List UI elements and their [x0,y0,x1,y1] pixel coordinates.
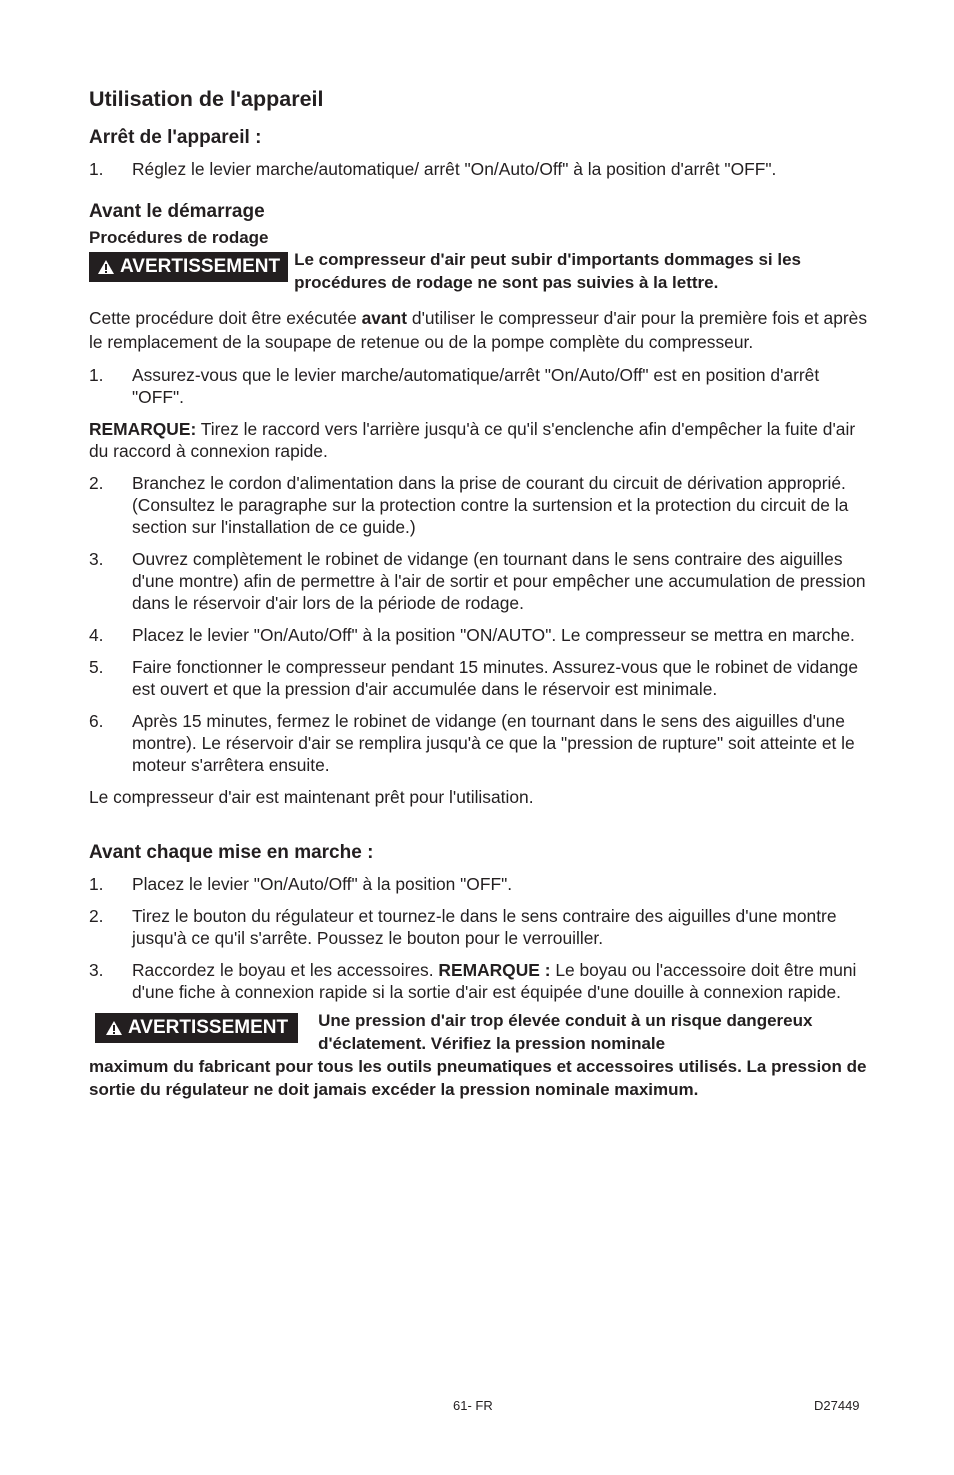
warning-badge-label: AVERTISSEMENT [120,256,281,277]
break-in-subheading: Procédures de rodage [89,228,269,247]
list-item [89,472,869,538]
list-item [89,548,869,614]
item-number: 3. [89,960,104,980]
item-text-part: Raccordez le boyau et les accessoires. [132,960,439,980]
warning-badge-label: AVERTISSEMENT [128,1017,289,1038]
intro-text-rest: d'utiliser le compresseur d'air pour la première fois et après le remplacement de la soupape de retenue ou de la pompe complète du compresseur. [89,308,868,352]
each-start-heading: Avant chaque mise en marche : [89,842,374,863]
warning-badge [95,1013,298,1043]
page-number: 61- FR [453,1398,493,1413]
list-item [89,158,869,180]
warning-text: Une pression d'air trop élevée conduit à un risque dangereux d'éclatement. Vérifiez la pression nominale [318,1011,813,1053]
note-text: Tirez le raccord vers l'arrière jusqu'à ce qu'il s'enclenche afin d'empêcher la fuite d'air du raccord à connexion rapide. [89,419,856,461]
item-number: 4. [89,625,104,645]
item-text: Après 15 minutes, fermez le robinet de vidange (en tournant dans le sens des aiguilles d'une montre). Le réservoir d'air se remplira jusqu'à ce que la "pression de rupture" soit atteinte et le moteur s'arrêtera ensuite. [132,711,855,775]
item-text: Placez le levier "On/Auto/Off" à la position "ON/AUTO". Le compresseur se mettra en marche. [132,625,855,645]
break-in-warning [89,252,869,294]
warning-triangle-icon [97,259,115,275]
item-number: 3. [89,549,104,569]
item-text: Assurez-vous que le levier marche/automatique/arrêt "On/Auto/Off" est en position d'arrêt "OFF". [132,365,820,407]
item-text: Placez le levier "On/Auto/Off" à la position "OFF". [132,874,513,894]
list-item [89,905,869,949]
item-number: 6. [89,711,104,731]
warning-text-continued: maximum du fabricant pour tous les outils pneumatiques et accessoires utilisés. La pression de sortie du régulateur ne doit jamais excéder la pression nominale maximum. [89,1057,867,1099]
item-text: Faire fonctionner le compresseur pendant 15 minutes. Assurez-vous que le robinet de vidange est ouvert et que la pression d'air accumulée dans le réservoir est minimale. [132,657,858,699]
warning-triangle-icon [105,1020,123,1036]
item-text: Tirez le bouton du régulateur et tournez-le dans le sens contraire des aiguilles d'une montre jusqu'à ce qu'il s'arrête. Poussez le bouton pour le verrouiller. [132,906,837,948]
list-item [89,364,869,408]
warning-text: Le compresseur d'air peut subir d'importants dommages si les procédures de rodage ne sont pas suivies à la lettre. [294,250,801,292]
document-page [89,86,869,1101]
item-number: 1. [89,159,104,179]
list-item [89,959,869,1003]
item-text: Branchez le cordon d'alimentation dans la prise de courant du circuit de dérivation approprié. (Consultez le paragraphe sur la protection contre la surtension et la protection du circuit de la section sur l'installation de ce guide.) [132,473,849,537]
before-start-heading: Avant le démarrage [89,201,265,222]
page-title: Utilisation de l'appareil [89,87,324,111]
stop-heading: Arrêt de l'appareil : [89,127,262,148]
intro-paragraph [89,306,869,354]
warning-badge [89,252,288,282]
item-text: Ouvrez complètement le robinet de vidange (en tournant dans le sens contraire des aiguilles d'une montre) afin de permettre à l'air de sortir et pour empêcher une accumulation de pression dans le réservoir d'air lors de la période de rodage. [132,549,866,613]
item-note-label: REMARQUE : [438,960,551,980]
intro-text: Cette procédure doit être exécutée [89,308,362,328]
note-paragraph [89,418,869,462]
list-item [89,656,869,700]
item-text: Réglez le levier marche/automatique/ arrêt "On/Auto/Off" à la position d'arrêt "OFF". [132,159,777,179]
list-item [89,873,869,895]
item-number: 2. [89,473,104,493]
intro-emphasis: avant [361,308,408,328]
item-number: 2. [89,906,104,926]
item-number: 5. [89,657,104,677]
item-text [132,959,869,1003]
closing-paragraph: Le compresseur d'air est maintenant prêt pour l'utilisation. [89,787,534,807]
list-item [89,710,869,776]
item-number: 1. [89,365,104,385]
pressure-warning [95,1013,869,1055]
list-item [89,624,869,646]
item-text-part: Le boyau ou l'accessoire doit être muni d'une fiche à connexion rapide si la sortie d'air est équipée d'une douille à connexion rapide. [132,960,857,1002]
note-label: REMARQUE: [89,419,197,439]
document-code: D27449 [814,1398,860,1413]
item-number: 1. [89,874,104,894]
